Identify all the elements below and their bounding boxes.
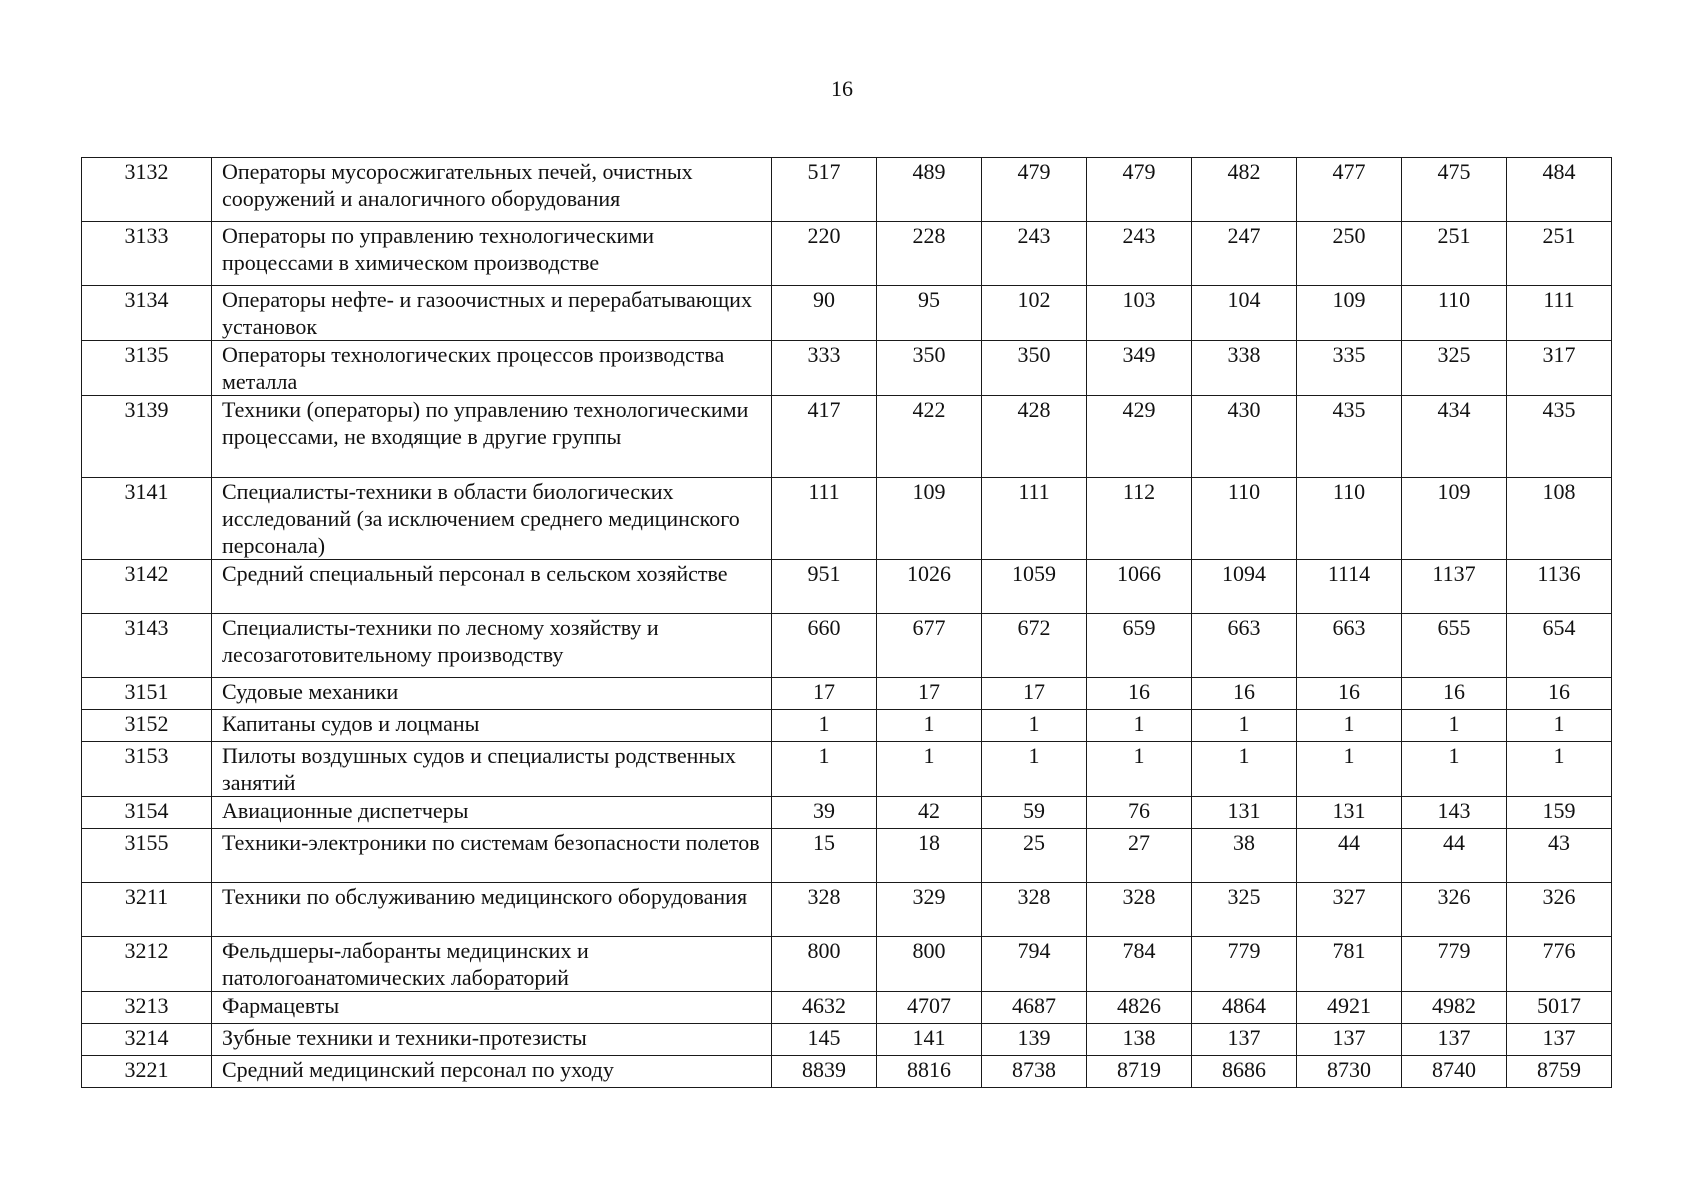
value-cell: 663 bbox=[1192, 614, 1297, 678]
value-cell: 477 bbox=[1297, 158, 1402, 222]
value-cell: 16 bbox=[1192, 678, 1297, 710]
value-cell: 1026 bbox=[877, 560, 982, 614]
value-cell: 110 bbox=[1297, 478, 1402, 560]
table-row bbox=[82, 1056, 1612, 1088]
value-cell: 15 bbox=[772, 829, 877, 883]
value-cell: 110 bbox=[1192, 478, 1297, 560]
value-cell: 17 bbox=[877, 678, 982, 710]
value-cell: 90 bbox=[772, 286, 877, 341]
value-cell: 349 bbox=[1087, 341, 1192, 396]
value-cell: 776 bbox=[1507, 937, 1612, 992]
value-cell: 677 bbox=[877, 614, 982, 678]
value-cell: 8738 bbox=[982, 1056, 1087, 1088]
occupation-code: 3152 bbox=[82, 710, 212, 742]
occupation-title: Операторы по управлению технологическими процессами в химическом производстве bbox=[212, 222, 772, 286]
value-cell: 243 bbox=[982, 222, 1087, 286]
value-cell: 429 bbox=[1087, 396, 1192, 478]
occupation-title: Специалисты-техники по лесному хозяйству и лесозаготовительному производству bbox=[212, 614, 772, 678]
value-cell: 16 bbox=[1297, 678, 1402, 710]
occupation-title: Техники по обслуживанию медицинского оборудования bbox=[212, 883, 772, 937]
table-row bbox=[82, 937, 1612, 992]
occupation-code: 3212 bbox=[82, 937, 212, 992]
value-cell: 104 bbox=[1192, 286, 1297, 341]
value-cell: 484 bbox=[1507, 158, 1612, 222]
value-cell: 951 bbox=[772, 560, 877, 614]
value-cell: 660 bbox=[772, 614, 877, 678]
value-cell: 44 bbox=[1297, 829, 1402, 883]
value-cell: 111 bbox=[1507, 286, 1612, 341]
occupation-title: Средний специальный персонал в сельском хозяйстве bbox=[212, 560, 772, 614]
value-cell: 8730 bbox=[1297, 1056, 1402, 1088]
value-cell: 17 bbox=[982, 678, 1087, 710]
value-cell: 1 bbox=[1402, 742, 1507, 797]
occupation-code: 3154 bbox=[82, 797, 212, 829]
value-cell: 326 bbox=[1402, 883, 1507, 937]
value-cell: 43 bbox=[1507, 829, 1612, 883]
value-cell: 228 bbox=[877, 222, 982, 286]
value-cell: 8816 bbox=[877, 1056, 982, 1088]
value-cell: 109 bbox=[1297, 286, 1402, 341]
value-cell: 654 bbox=[1507, 614, 1612, 678]
value-cell: 517 bbox=[772, 158, 877, 222]
table-row bbox=[82, 158, 1612, 222]
value-cell: 8740 bbox=[1402, 1056, 1507, 1088]
value-cell: 39 bbox=[772, 797, 877, 829]
occupation-code: 3133 bbox=[82, 222, 212, 286]
occupation-code: 3142 bbox=[82, 560, 212, 614]
value-cell: 489 bbox=[877, 158, 982, 222]
value-cell: 430 bbox=[1192, 396, 1297, 478]
value-cell: 76 bbox=[1087, 797, 1192, 829]
value-cell: 475 bbox=[1402, 158, 1507, 222]
value-cell: 428 bbox=[982, 396, 1087, 478]
value-cell: 4632 bbox=[772, 992, 877, 1024]
value-cell: 141 bbox=[877, 1024, 982, 1056]
value-cell: 479 bbox=[982, 158, 1087, 222]
occupation-code: 3132 bbox=[82, 158, 212, 222]
value-cell: 8686 bbox=[1192, 1056, 1297, 1088]
value-cell: 479 bbox=[1087, 158, 1192, 222]
value-cell: 1 bbox=[1087, 710, 1192, 742]
table-row bbox=[82, 341, 1612, 396]
occupation-title: Фармацевты bbox=[212, 992, 772, 1024]
value-cell: 4826 bbox=[1087, 992, 1192, 1024]
value-cell: 8759 bbox=[1507, 1056, 1612, 1088]
occupation-code: 3141 bbox=[82, 478, 212, 560]
value-cell: 251 bbox=[1402, 222, 1507, 286]
value-cell: 333 bbox=[772, 341, 877, 396]
occupation-code: 3221 bbox=[82, 1056, 212, 1088]
value-cell: 779 bbox=[1192, 937, 1297, 992]
occupation-title: Операторы мусоросжигательных печей, очистных сооружений и аналогичного оборудования bbox=[212, 158, 772, 222]
occupation-title: Фельдшеры-лаборанты медицинских и патологоанатомических лабораторий bbox=[212, 937, 772, 992]
value-cell: 1 bbox=[1402, 710, 1507, 742]
occupation-table bbox=[81, 157, 1612, 1088]
value-cell: 317 bbox=[1507, 341, 1612, 396]
value-cell: 112 bbox=[1087, 478, 1192, 560]
value-cell: 328 bbox=[772, 883, 877, 937]
value-cell: 328 bbox=[1087, 883, 1192, 937]
table-row bbox=[82, 797, 1612, 829]
value-cell: 435 bbox=[1507, 396, 1612, 478]
value-cell: 1059 bbox=[982, 560, 1087, 614]
value-cell: 781 bbox=[1297, 937, 1402, 992]
occupation-code: 3214 bbox=[82, 1024, 212, 1056]
value-cell: 800 bbox=[877, 937, 982, 992]
occupation-code: 3151 bbox=[82, 678, 212, 710]
value-cell: 103 bbox=[1087, 286, 1192, 341]
value-cell: 1114 bbox=[1297, 560, 1402, 614]
value-cell: 329 bbox=[877, 883, 982, 937]
value-cell: 137 bbox=[1402, 1024, 1507, 1056]
value-cell: 1 bbox=[877, 742, 982, 797]
value-cell: 111 bbox=[772, 478, 877, 560]
table-row bbox=[82, 742, 1612, 797]
value-cell: 338 bbox=[1192, 341, 1297, 396]
occupation-code: 3153 bbox=[82, 742, 212, 797]
table-row bbox=[82, 883, 1612, 937]
value-cell: 672 bbox=[982, 614, 1087, 678]
value-cell: 1 bbox=[1087, 742, 1192, 797]
table-body bbox=[82, 158, 1612, 1088]
value-cell: 1 bbox=[1507, 742, 1612, 797]
value-cell: 350 bbox=[877, 341, 982, 396]
value-cell: 17 bbox=[772, 678, 877, 710]
value-cell: 1 bbox=[982, 710, 1087, 742]
value-cell: 138 bbox=[1087, 1024, 1192, 1056]
value-cell: 4687 bbox=[982, 992, 1087, 1024]
value-cell: 434 bbox=[1402, 396, 1507, 478]
value-cell: 95 bbox=[877, 286, 982, 341]
value-cell: 1137 bbox=[1402, 560, 1507, 614]
value-cell: 4864 bbox=[1192, 992, 1297, 1024]
value-cell: 111 bbox=[982, 478, 1087, 560]
occupation-code: 3134 bbox=[82, 286, 212, 341]
value-cell: 1 bbox=[1297, 742, 1402, 797]
occupation-title: Судовые механики bbox=[212, 678, 772, 710]
value-cell: 137 bbox=[1297, 1024, 1402, 1056]
occupation-code: 3139 bbox=[82, 396, 212, 478]
occupation-title: Операторы технологических процессов производства металла bbox=[212, 341, 772, 396]
table-row bbox=[82, 992, 1612, 1024]
value-cell: 1094 bbox=[1192, 560, 1297, 614]
occupation-code: 3143 bbox=[82, 614, 212, 678]
occupation-title: Зубные техники и техники-протезисты bbox=[212, 1024, 772, 1056]
table-row bbox=[82, 678, 1612, 710]
value-cell: 247 bbox=[1192, 222, 1297, 286]
value-cell: 44 bbox=[1402, 829, 1507, 883]
value-cell: 250 bbox=[1297, 222, 1402, 286]
value-cell: 251 bbox=[1507, 222, 1612, 286]
value-cell: 131 bbox=[1297, 797, 1402, 829]
value-cell: 220 bbox=[772, 222, 877, 286]
value-cell: 8839 bbox=[772, 1056, 877, 1088]
table-row bbox=[82, 396, 1612, 478]
value-cell: 4982 bbox=[1402, 992, 1507, 1024]
table-row bbox=[82, 286, 1612, 341]
table-row bbox=[82, 222, 1612, 286]
occupation-title: Капитаны судов и лоцманы bbox=[212, 710, 772, 742]
occupation-title: Авиационные диспетчеры bbox=[212, 797, 772, 829]
table-row bbox=[82, 829, 1612, 883]
value-cell: 794 bbox=[982, 937, 1087, 992]
occupation-title: Средний медицинский персонал по уходу bbox=[212, 1056, 772, 1088]
value-cell: 42 bbox=[877, 797, 982, 829]
value-cell: 109 bbox=[1402, 478, 1507, 560]
value-cell: 1 bbox=[1192, 742, 1297, 797]
value-cell: 18 bbox=[877, 829, 982, 883]
value-cell: 27 bbox=[1087, 829, 1192, 883]
value-cell: 139 bbox=[982, 1024, 1087, 1056]
value-cell: 482 bbox=[1192, 158, 1297, 222]
value-cell: 326 bbox=[1507, 883, 1612, 937]
value-cell: 109 bbox=[877, 478, 982, 560]
value-cell: 5017 bbox=[1507, 992, 1612, 1024]
value-cell: 1 bbox=[982, 742, 1087, 797]
value-cell: 38 bbox=[1192, 829, 1297, 883]
value-cell: 110 bbox=[1402, 286, 1507, 341]
table-row bbox=[82, 1024, 1612, 1056]
value-cell: 335 bbox=[1297, 341, 1402, 396]
value-cell: 800 bbox=[772, 937, 877, 992]
occupation-code: 3213 bbox=[82, 992, 212, 1024]
value-cell: 59 bbox=[982, 797, 1087, 829]
value-cell: 4921 bbox=[1297, 992, 1402, 1024]
table-row bbox=[82, 478, 1612, 560]
value-cell: 137 bbox=[1192, 1024, 1297, 1056]
value-cell: 16 bbox=[1507, 678, 1612, 710]
value-cell: 435 bbox=[1297, 396, 1402, 478]
value-cell: 1066 bbox=[1087, 560, 1192, 614]
occupation-title: Пилоты воздушных судов и специалисты родственных занятий bbox=[212, 742, 772, 797]
value-cell: 325 bbox=[1402, 341, 1507, 396]
value-cell: 4707 bbox=[877, 992, 982, 1024]
value-cell: 159 bbox=[1507, 797, 1612, 829]
table-row bbox=[82, 560, 1612, 614]
value-cell: 25 bbox=[982, 829, 1087, 883]
page-number: 16 bbox=[831, 76, 853, 101]
value-cell: 328 bbox=[982, 883, 1087, 937]
occupation-code: 3211 bbox=[82, 883, 212, 937]
occupation-code: 3155 bbox=[82, 829, 212, 883]
occupation-code: 3135 bbox=[82, 341, 212, 396]
occupation-title: Техники (операторы) по управлению технологическими процессами, не входящие в другие группы bbox=[212, 396, 772, 478]
table-row bbox=[82, 614, 1612, 678]
value-cell: 350 bbox=[982, 341, 1087, 396]
table-row bbox=[82, 710, 1612, 742]
value-cell: 417 bbox=[772, 396, 877, 478]
value-cell: 102 bbox=[982, 286, 1087, 341]
value-cell: 145 bbox=[772, 1024, 877, 1056]
value-cell: 16 bbox=[1087, 678, 1192, 710]
value-cell: 1136 bbox=[1507, 560, 1612, 614]
value-cell: 243 bbox=[1087, 222, 1192, 286]
value-cell: 1 bbox=[877, 710, 982, 742]
value-cell: 327 bbox=[1297, 883, 1402, 937]
value-cell: 779 bbox=[1402, 937, 1507, 992]
value-cell: 1 bbox=[772, 742, 877, 797]
value-cell: 8719 bbox=[1087, 1056, 1192, 1088]
value-cell: 1 bbox=[1297, 710, 1402, 742]
value-cell: 131 bbox=[1192, 797, 1297, 829]
value-cell: 422 bbox=[877, 396, 982, 478]
value-cell: 16 bbox=[1402, 678, 1507, 710]
value-cell: 663 bbox=[1297, 614, 1402, 678]
value-cell: 143 bbox=[1402, 797, 1507, 829]
occupation-title: Специалисты-техники в области биологических исследований (за исключением среднего медицинского персонала) bbox=[212, 478, 772, 560]
value-cell: 659 bbox=[1087, 614, 1192, 678]
value-cell: 137 bbox=[1507, 1024, 1612, 1056]
value-cell: 655 bbox=[1402, 614, 1507, 678]
value-cell: 325 bbox=[1192, 883, 1297, 937]
value-cell: 1 bbox=[1507, 710, 1612, 742]
value-cell: 1 bbox=[772, 710, 877, 742]
value-cell: 108 bbox=[1507, 478, 1612, 560]
occupation-title: Операторы нефте- и газоочистных и перерабатывающих установок bbox=[212, 286, 772, 341]
occupation-title: Техники-электроники по системам безопасности полетов bbox=[212, 829, 772, 883]
value-cell: 784 bbox=[1087, 937, 1192, 992]
value-cell: 1 bbox=[1192, 710, 1297, 742]
